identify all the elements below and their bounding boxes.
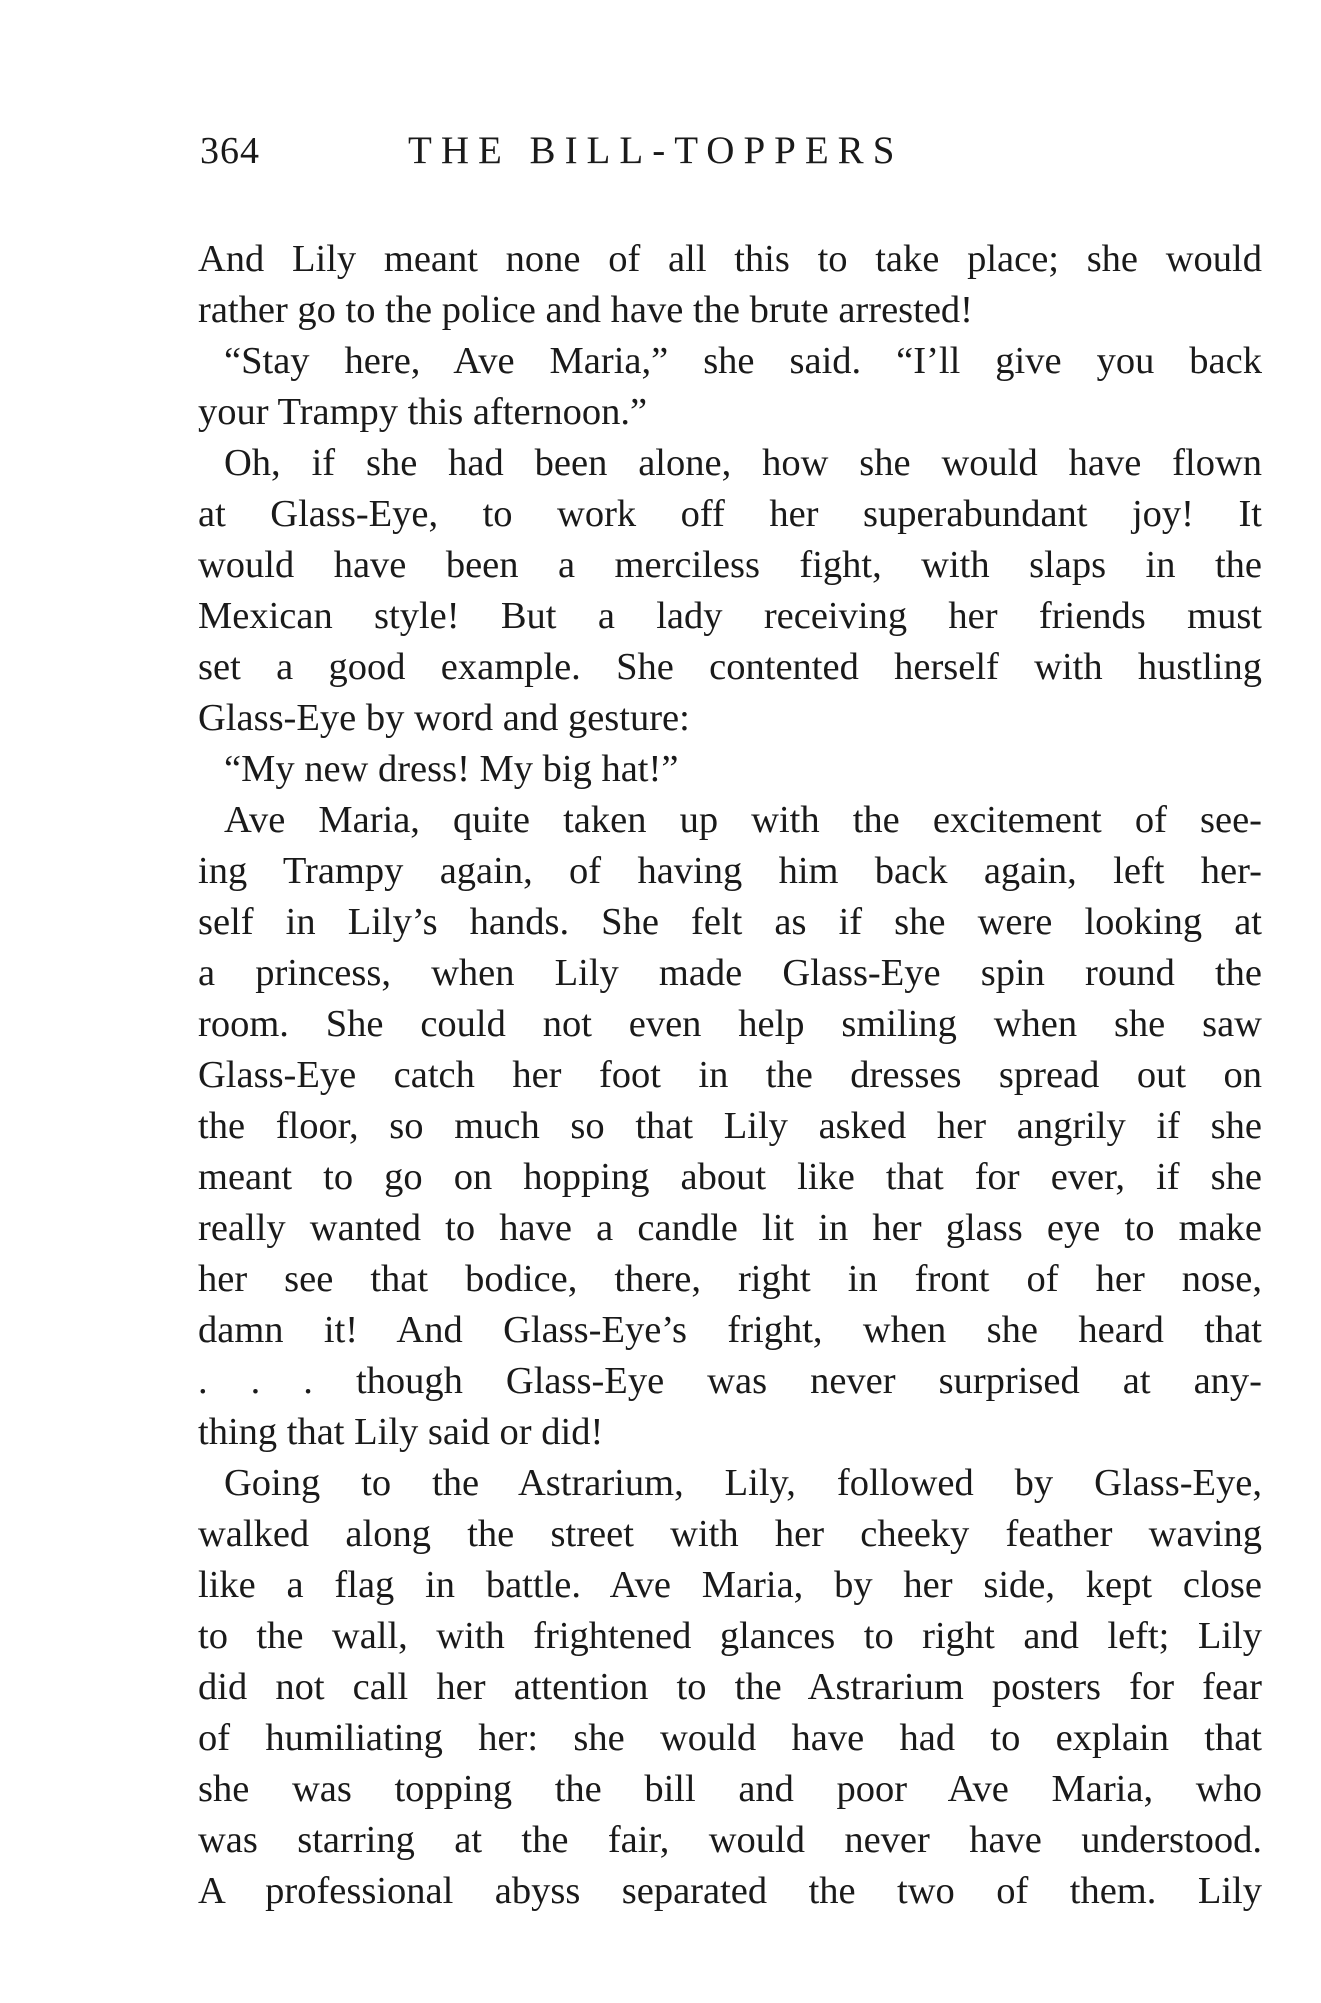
text-line: her see that bodice, there, right in front of her nose, xyxy=(198,1258,1262,1300)
text-line: And Lily meant none of all this to take place; she would xyxy=(198,238,1262,280)
text-line: “My new dress! My big hat!” xyxy=(224,748,679,790)
page-number: 364 xyxy=(200,130,260,172)
text-line: to the wall, with frightened glances to right and left; Lily xyxy=(198,1615,1262,1657)
text-line: . . . though Glass-Eye was never surprised at any- xyxy=(198,1360,1262,1402)
running-title: THE BILL-TOPPERS xyxy=(408,129,904,172)
text-line: would have been a merciless fight, with slaps in the xyxy=(198,544,1262,586)
running-head xyxy=(200,126,1260,176)
text-line: self in Lily’s hands. She felt as if she were looking at xyxy=(198,901,1262,943)
text-line: the floor, so much so that Lily asked her angrily if she xyxy=(198,1105,1262,1147)
text-line: of humiliating her: she would have had to explain that xyxy=(198,1717,1262,1759)
text-line: your Trampy this afternoon.” xyxy=(198,391,648,433)
text-line: Oh, if she had been alone, how she would have flown xyxy=(224,442,1262,484)
text-line: a princess, when Lily made Glass-Eye spin round the xyxy=(198,952,1262,994)
body-text xyxy=(198,234,1262,1917)
text-line: “Stay here, Ave Maria,” she said. “I’ll give you back xyxy=(224,340,1262,382)
text-line: Glass-Eye by word and gesture: xyxy=(198,697,690,739)
text-line: really wanted to have a candle lit in her glass eye to make xyxy=(198,1207,1262,1249)
text-line: Glass-Eye catch her foot in the dresses spread out on xyxy=(198,1054,1262,1096)
text-line: A professional abyss separated the two of them. Lily xyxy=(198,1870,1262,1912)
text-line: did not call her attention to the Astrarium posters for fear xyxy=(198,1666,1262,1708)
text-line: meant to go on hopping about like that for ever, if she xyxy=(198,1156,1262,1198)
text-line: at Glass-Eye, to work off her superabundant joy! It xyxy=(198,493,1262,535)
text-line: walked along the street with her cheeky feather waving xyxy=(198,1513,1262,1555)
text-line: damn it! And Glass-Eye’s fright, when she heard that xyxy=(198,1309,1262,1351)
text-line: room. She could not even help smiling when she saw xyxy=(198,1003,1262,1045)
text-line: thing that Lily said or did! xyxy=(198,1411,604,1453)
text-line: she was topping the bill and poor Ave Maria, who xyxy=(198,1768,1262,1810)
text-line: ing Trampy again, of having him back again, left her- xyxy=(198,850,1262,892)
text-line: Mexican style! But a lady receiving her friends must xyxy=(198,595,1262,637)
text-line: set a good example. She contented herself with hustling xyxy=(198,646,1262,688)
text-line: was starring at the fair, would never have understood. xyxy=(198,1819,1262,1861)
text-line: rather go to the police and have the brute arrested! xyxy=(198,289,974,331)
text-line: Going to the Astrarium, Lily, followed by Glass-Eye, xyxy=(224,1462,1262,1504)
text-line: Ave Maria, quite taken up with the excitement of see- xyxy=(224,799,1262,841)
text-line: like a flag in battle. Ave Maria, by her side, kept close xyxy=(198,1564,1262,1606)
